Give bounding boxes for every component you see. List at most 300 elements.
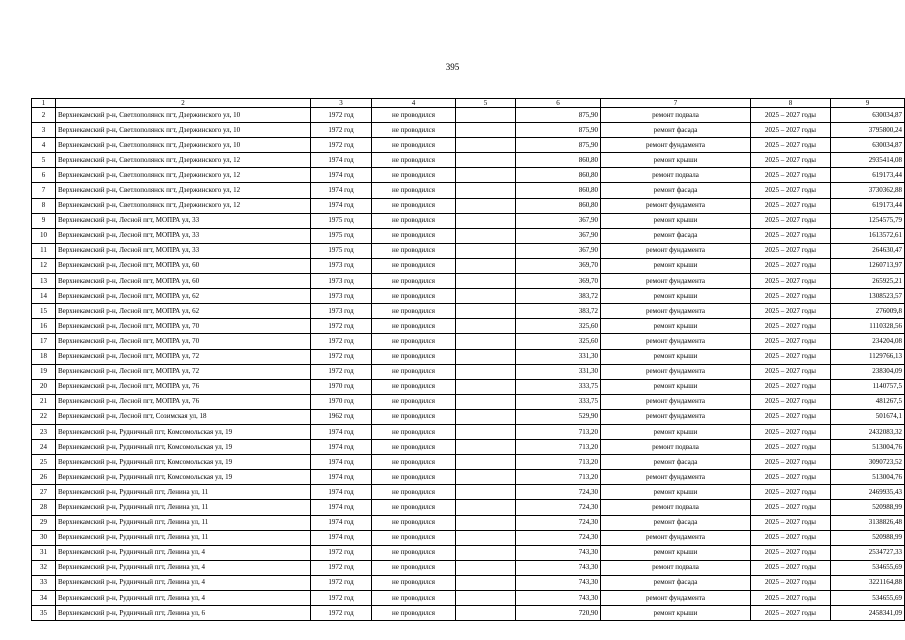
empty-cell [456,409,516,424]
area-cell: 383,72 [516,289,601,304]
last-repair-cell: не проводился [372,349,456,364]
area-cell: 383,72 [516,304,601,319]
work-type-cell: ремонт фундамента [601,530,751,545]
build-year-cell: 1975 год [311,243,372,258]
column-number: 4 [372,99,456,108]
address-cell: Верхнекамский р-н, Рудничный пгт, Ленина ул, 11 [56,515,311,530]
address-cell: Верхнекамский р-н, Лесной пгт, МОПРА ул, 33 [56,228,311,243]
cost-cell: 238304,09 [831,364,905,379]
cost-cell: 534655,69 [831,560,905,575]
cost-cell: 1260713,97 [831,258,905,273]
last-repair-cell: не проводился [372,304,456,319]
empty-cell [456,560,516,575]
cost-cell: 276009,8 [831,304,905,319]
area-cell: 875,90 [516,123,601,138]
last-repair-cell: не проводился [372,138,456,153]
empty-cell [456,349,516,364]
build-year-cell: 1962 год [311,409,372,424]
cost-cell: 2432083,32 [831,424,905,439]
empty-cell [456,289,516,304]
build-year-cell: 1970 год [311,379,372,394]
table-row [32,424,905,439]
cost-cell: 3090723,52 [831,455,905,470]
area-cell: 713,20 [516,470,601,485]
empty-cell [456,485,516,500]
row-number-cell: 2 [32,108,56,123]
column-number: 9 [831,99,905,108]
table-row [32,515,905,530]
area-cell: 860,80 [516,183,601,198]
last-repair-cell: не проводился [372,228,456,243]
cost-cell: 520988,99 [831,530,905,545]
period-cell: 2025 – 2027 годы [751,409,831,424]
row-number-cell: 8 [32,198,56,213]
table-row [32,379,905,394]
row-number-cell: 33 [32,575,56,590]
table-row [32,183,905,198]
address-cell: Верхнекамский р-н, Рудничный пгт, Комсомольская ул, 19 [56,424,311,439]
period-cell: 2025 – 2027 годы [751,274,831,289]
period-cell: 2025 – 2027 годы [751,183,831,198]
area-cell: 720,90 [516,606,601,621]
repair-program-table [31,98,905,621]
build-year-cell: 1972 год [311,108,372,123]
table-row [32,334,905,349]
address-cell: Верхнекамский р-н, Лесной пгт, МОПРА ул, 62 [56,304,311,319]
row-number-cell: 7 [32,183,56,198]
work-type-cell: ремонт крыши [601,349,751,364]
cost-cell: 265925,21 [831,274,905,289]
empty-cell [456,424,516,439]
row-number-cell: 20 [32,379,56,394]
table-row [32,364,905,379]
last-repair-cell: не проводился [372,500,456,515]
address-cell: Верхнекамский р-н, Светлополянск пгт, Дзержинского ул, 12 [56,183,311,198]
last-repair-cell: не проводился [372,530,456,545]
address-cell: Верхнекамский р-н, Лесной пгт, МОПРА ул, 60 [56,258,311,273]
table-row [32,560,905,575]
last-repair-cell: не проводился [372,168,456,183]
build-year-cell: 1974 год [311,168,372,183]
table-row [32,500,905,515]
area-cell: 743,30 [516,545,601,560]
cost-cell: 513004,76 [831,440,905,455]
build-year-cell: 1972 год [311,606,372,621]
build-year-cell: 1974 год [311,485,372,500]
last-repair-cell: не проводился [372,515,456,530]
last-repair-cell: не проводился [372,424,456,439]
column-number: 2 [56,99,311,108]
area-cell: 724,30 [516,515,601,530]
empty-cell [456,243,516,258]
period-cell: 2025 – 2027 годы [751,138,831,153]
period-cell: 2025 – 2027 годы [751,440,831,455]
address-cell: Верхнекамский р-н, Лесной пгт, МОПРА ул, 72 [56,364,311,379]
row-number-cell: 10 [32,228,56,243]
row-number-cell: 12 [32,258,56,273]
row-number-cell: 21 [32,394,56,409]
area-cell: 325,60 [516,334,601,349]
cost-cell: 2935414,08 [831,153,905,168]
last-repair-cell: не проводился [372,274,456,289]
cost-cell: 1254575,79 [831,213,905,228]
empty-cell [456,470,516,485]
address-cell: Верхнекамский р-н, Рудничный пгт, Ленина ул, 4 [56,575,311,590]
address-cell: Верхнекамский р-н, Рудничный пгт, Ленина ул, 4 [56,545,311,560]
row-number-cell: 4 [32,138,56,153]
cost-cell: 630034,87 [831,138,905,153]
empty-cell [456,319,516,334]
build-year-cell: 1974 год [311,530,372,545]
table-row [32,213,905,228]
row-number-cell: 25 [32,455,56,470]
row-number-cell: 11 [32,243,56,258]
address-cell: Верхнекамский р-н, Лесной пгт, МОПРА ул, 62 [56,289,311,304]
cost-cell: 1110328,56 [831,319,905,334]
table-row [32,304,905,319]
work-type-cell: ремонт крыши [601,153,751,168]
period-cell: 2025 – 2027 годы [751,364,831,379]
area-cell: 367,90 [516,243,601,258]
work-type-cell: ремонт фасада [601,575,751,590]
period-cell: 2025 – 2027 годы [751,379,831,394]
empty-cell [456,168,516,183]
work-type-cell: ремонт подвала [601,108,751,123]
work-type-cell: ремонт фасада [601,183,751,198]
page-number: 395 [445,62,460,72]
work-type-cell: ремонт фундамента [601,334,751,349]
address-cell: Верхнекамский р-н, Лесной пгт, МОПРА ул, 70 [56,319,311,334]
table-row [32,485,905,500]
cost-cell: 234204,08 [831,334,905,349]
row-number-cell: 30 [32,530,56,545]
period-cell: 2025 – 2027 годы [751,213,831,228]
build-year-cell: 1974 год [311,183,372,198]
work-type-cell: ремонт подвала [601,168,751,183]
column-number: 5 [456,99,516,108]
period-cell: 2025 – 2027 годы [751,515,831,530]
table-row [32,198,905,213]
last-repair-cell: не проводился [372,575,456,590]
empty-cell [456,138,516,153]
last-repair-cell: не проводился [372,289,456,304]
build-year-cell: 1972 год [311,591,372,606]
empty-cell [456,530,516,545]
period-cell: 2025 – 2027 годы [751,424,831,439]
period-cell: 2025 – 2027 годы [751,575,831,590]
table-row [32,274,905,289]
table-row [32,108,905,123]
last-repair-cell: не проводился [372,319,456,334]
address-cell: Верхнекамский р-н, Светлополянск пгт, Дзержинского ул, 12 [56,198,311,213]
address-cell: Верхнекамский р-н, Светлополянск пгт, Дзержинского ул, 10 [56,123,311,138]
last-repair-cell: не проводился [372,606,456,621]
last-repair-cell: не проводился [372,198,456,213]
period-cell: 2025 – 2027 годы [751,198,831,213]
area-cell: 367,90 [516,228,601,243]
cost-cell: 1308523,57 [831,289,905,304]
cost-cell: 619173,44 [831,168,905,183]
address-cell: Верхнекамский р-н, Лесной пгт, МОПРА ул, 70 [56,334,311,349]
build-year-cell: 1972 год [311,334,372,349]
last-repair-cell: не проводился [372,379,456,394]
build-year-cell: 1972 год [311,364,372,379]
build-year-cell: 1970 год [311,394,372,409]
column-number: 3 [311,99,372,108]
table-row [32,243,905,258]
table-row [32,545,905,560]
build-year-cell: 1972 год [311,575,372,590]
empty-cell [456,515,516,530]
table-row [32,349,905,364]
build-year-cell: 1973 год [311,289,372,304]
area-cell: 743,30 [516,560,601,575]
build-year-cell: 1972 год [311,319,372,334]
work-type-cell: ремонт фасада [601,515,751,530]
period-cell: 2025 – 2027 годы [751,108,831,123]
cost-cell: 1129766,13 [831,349,905,364]
cost-cell: 481267,5 [831,394,905,409]
last-repair-cell: не проводился [372,409,456,424]
last-repair-cell: не проводился [372,455,456,470]
area-cell: 860,80 [516,198,601,213]
work-type-cell: ремонт фундамента [601,198,751,213]
period-cell: 2025 – 2027 годы [751,334,831,349]
period-cell: 2025 – 2027 годы [751,394,831,409]
empty-cell [456,153,516,168]
column-number: 1 [32,99,56,108]
build-year-cell: 1973 год [311,304,372,319]
build-year-cell: 1975 год [311,228,372,243]
table-row [32,409,905,424]
work-type-cell: ремонт крыши [601,319,751,334]
last-repair-cell: не проводился [372,470,456,485]
work-type-cell: ремонт крыши [601,485,751,500]
cost-cell: 630034,87 [831,108,905,123]
build-year-cell: 1972 год [311,560,372,575]
build-year-cell: 1975 год [311,213,372,228]
area-cell: 724,30 [516,485,601,500]
table-row [32,138,905,153]
build-year-cell: 1974 год [311,515,372,530]
empty-cell [456,123,516,138]
period-cell: 2025 – 2027 годы [751,349,831,364]
row-number-cell: 6 [32,168,56,183]
column-number: 6 [516,99,601,108]
last-repair-cell: не проводился [372,108,456,123]
build-year-cell: 1973 год [311,274,372,289]
cost-cell: 513004,76 [831,470,905,485]
address-cell: Верхнекамский р-н, Лесной пгт, МОПРА ул, 76 [56,379,311,394]
table-row [32,591,905,606]
row-number-cell: 31 [32,545,56,560]
area-cell: 333,75 [516,379,601,394]
row-number-cell: 9 [32,213,56,228]
area-cell: 713,20 [516,424,601,439]
column-number: 8 [751,99,831,108]
table-row [32,455,905,470]
table-row [32,258,905,273]
address-cell: Верхнекамский р-н, Светлополянск пгт, Дзержинского ул, 12 [56,168,311,183]
row-number-cell: 15 [32,304,56,319]
work-type-cell: ремонт фундамента [601,591,751,606]
address-cell: Верхнекамский р-н, Лесной пгт, МОПРА ул, 33 [56,243,311,258]
build-year-cell: 1974 год [311,198,372,213]
address-cell: Верхнекамский р-н, Рудничный пгт, Комсомольская ул, 19 [56,470,311,485]
row-number-cell: 28 [32,500,56,515]
table-row [32,123,905,138]
area-cell: 860,80 [516,153,601,168]
work-type-cell: ремонт крыши [601,258,751,273]
address-cell: Верхнекамский р-н, Лесной пгт, МОПРА ул, 60 [56,274,311,289]
row-number-cell: 17 [32,334,56,349]
cost-cell: 2458341,09 [831,606,905,621]
area-cell: 367,90 [516,213,601,228]
work-type-cell: ремонт фундамента [601,470,751,485]
work-type-cell: ремонт фундамента [601,138,751,153]
cost-cell: 534655,69 [831,591,905,606]
build-year-cell: 1974 год [311,500,372,515]
empty-cell [456,228,516,243]
last-repair-cell: не проводился [372,153,456,168]
last-repair-cell: не проводился [372,213,456,228]
last-repair-cell: не проводился [372,183,456,198]
area-cell: 743,30 [516,575,601,590]
area-cell: 724,30 [516,530,601,545]
build-year-cell: 1972 год [311,349,372,364]
area-cell: 713,20 [516,440,601,455]
period-cell: 2025 – 2027 годы [751,228,831,243]
address-cell: Верхнекамский р-н, Рудничный пгт, Ленина ул, 11 [56,485,311,500]
empty-cell [456,364,516,379]
last-repair-cell: не проводился [372,394,456,409]
address-cell: Верхнекамский р-н, Лесной пгт, Созимская ул, 18 [56,409,311,424]
row-number-cell: 14 [32,289,56,304]
work-type-cell: ремонт фундамента [601,394,751,409]
area-cell: 369,70 [516,258,601,273]
area-cell: 333,75 [516,394,601,409]
address-cell: Верхнекамский р-н, Рудничный пгт, Ленина ул, 11 [56,530,311,545]
build-year-cell: 1974 год [311,440,372,455]
work-type-cell: ремонт фундамента [601,304,751,319]
cost-cell: 264630,47 [831,243,905,258]
work-type-cell: ремонт крыши [601,545,751,560]
last-repair-cell: не проводился [372,545,456,560]
row-number-cell: 29 [32,515,56,530]
period-cell: 2025 – 2027 годы [751,485,831,500]
empty-cell [456,198,516,213]
empty-cell [456,258,516,273]
table-body [32,99,905,621]
cost-cell: 501674,1 [831,409,905,424]
last-repair-cell: не проводился [372,485,456,500]
area-cell: 860,80 [516,168,601,183]
empty-cell [456,183,516,198]
empty-cell [456,545,516,560]
work-type-cell: ремонт подвала [601,440,751,455]
work-type-cell: ремонт фундамента [601,364,751,379]
empty-cell [456,591,516,606]
work-type-cell: ремонт подвала [601,560,751,575]
table-row [32,606,905,621]
period-cell: 2025 – 2027 годы [751,560,831,575]
period-cell: 2025 – 2027 годы [751,470,831,485]
period-cell: 2025 – 2027 годы [751,606,831,621]
work-type-cell: ремонт фундамента [601,409,751,424]
empty-cell [456,500,516,515]
work-type-cell: ремонт фундамента [601,274,751,289]
period-cell: 2025 – 2027 годы [751,530,831,545]
row-number-cell: 18 [32,349,56,364]
last-repair-cell: не проводился [372,591,456,606]
cost-cell: 3730362,88 [831,183,905,198]
address-cell: Верхнекамский р-н, Рудничный пгт, Ленина ул, 11 [56,500,311,515]
empty-cell [456,334,516,349]
last-repair-cell: не проводился [372,364,456,379]
empty-cell [456,379,516,394]
work-type-cell: ремонт фасада [601,123,751,138]
cost-cell: 3138826,48 [831,515,905,530]
work-type-cell: ремонт подвала [601,500,751,515]
row-number-cell: 5 [32,153,56,168]
empty-cell [456,575,516,590]
address-cell: Верхнекамский р-н, Лесной пгт, МОПРА ул, 33 [56,213,311,228]
empty-cell [456,606,516,621]
build-year-cell: 1974 год [311,455,372,470]
area-cell: 331,30 [516,349,601,364]
table-row [32,153,905,168]
row-number-cell: 19 [32,364,56,379]
table-row [32,470,905,485]
table-row [32,228,905,243]
address-cell: Верхнекамский р-н, Светлополянск пгт, Дзержинского ул, 10 [56,138,311,153]
cost-cell: 3795800,24 [831,123,905,138]
empty-cell [456,394,516,409]
row-number-cell: 26 [32,470,56,485]
address-cell: Верхнекамский р-н, Лесной пгт, МОПРА ул, 72 [56,349,311,364]
table-row [32,530,905,545]
address-cell: Верхнекамский р-н, Рудничный пгт, Ленина ул, 4 [56,591,311,606]
address-cell: Верхнекамский р-н, Рудничный пгт, Комсомольская ул, 19 [56,440,311,455]
period-cell: 2025 – 2027 годы [751,289,831,304]
empty-cell [456,274,516,289]
address-cell: Верхнекамский р-н, Рудничный пгт, Комсомольская ул, 19 [56,455,311,470]
area-cell: 743,30 [516,591,601,606]
period-cell: 2025 – 2027 годы [751,500,831,515]
work-type-cell: ремонт фасада [601,455,751,470]
row-number-cell: 22 [32,409,56,424]
last-repair-cell: не проводился [372,123,456,138]
period-cell: 2025 – 2027 годы [751,304,831,319]
table-row [32,440,905,455]
area-cell: 875,90 [516,108,601,123]
table-row [32,289,905,304]
row-number-cell: 35 [32,606,56,621]
row-number-cell: 13 [32,274,56,289]
area-cell: 713,20 [516,455,601,470]
row-number-cell: 23 [32,424,56,439]
row-number-cell: 16 [32,319,56,334]
cost-cell: 520988,99 [831,500,905,515]
address-cell: Верхнекамский р-н, Светлополянск пгт, Дзержинского ул, 10 [56,108,311,123]
area-cell: 369,70 [516,274,601,289]
empty-cell [456,213,516,228]
address-cell: Верхнекамский р-н, Лесной пгт, МОПРА ул, 76 [56,394,311,409]
period-cell: 2025 – 2027 годы [751,153,831,168]
table-row [32,575,905,590]
work-type-cell: ремонт крыши [601,606,751,621]
last-repair-cell: не проводился [372,258,456,273]
